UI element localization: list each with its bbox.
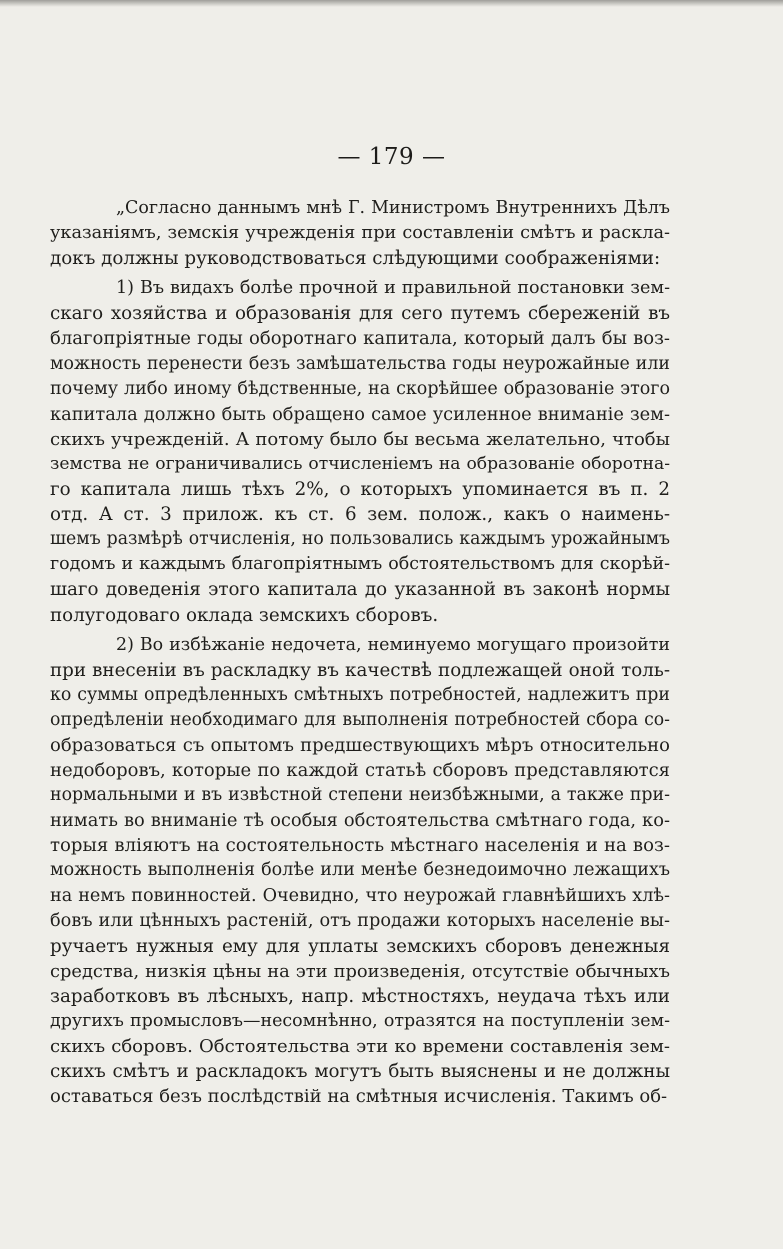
text-line: оставаться безъ послѣдствій на смѣтныя исчисленія. Такимъ об- — [50, 1086, 668, 1108]
text-line: нормальными и въ извѣстной степени неизбѣжными, а также при- — [50, 785, 670, 806]
text-line: ко суммы опредѣленныхъ смѣтныхъ потребностей, надлежитъ при — [50, 684, 670, 705]
page-top-edge — [0, 0, 783, 7]
text-line: скихъ учрежденій. А потому было бы весьма желательно, чтобы — [50, 428, 670, 450]
text-line: можность выполненія болѣе или менѣе безнедоимочно лежащихъ — [50, 860, 670, 881]
text-line: скаго хозяйства и образованія для сего путемъ сбереженій въ — [50, 303, 670, 325]
text-line: заработковъ въ лѣсныхъ, напр. мѣстностяхъ, неудача тѣхъ или — [50, 985, 670, 1007]
text-line: образоваться съ опытомъ предшествующихъ мѣръ относительно — [50, 734, 670, 756]
text-line: 1) Въ видахъ болѣе прочной и правильной постановки зем- — [116, 278, 670, 299]
text-line: годомъ и каждымъ благопріятнымъ обстоятельствомъ для скорѣй- — [50, 554, 670, 575]
text-line: 2) Во избѣжаніе недочета, неминуемо могущаго произойти — [116, 634, 670, 655]
text-line: почему либо иному бѣдственные, на скорѣйшее образованіе этого — [50, 378, 670, 399]
text-line: отд. А ст. 3 прилож. къ ст. 6 зем. полож., какъ о наимень- — [50, 504, 670, 526]
body-text — [50, 196, 670, 1109]
text-line: скихъ сборовъ. Обстоятельства эти ко времени составленія зем- — [50, 1036, 670, 1058]
paragraph-1 — [50, 196, 670, 271]
paragraph-2 — [50, 276, 670, 627]
text-line: капитала должно быть обращено самое усиленное вниманіе зем- — [50, 403, 670, 425]
text-line: благопріятные годы оборотнаго капитала, который далъ бы воз- — [50, 328, 670, 350]
text-line: шаго доведенія этого капитала до указанной въ законѣ нормы — [50, 579, 670, 601]
text-line: средства, низкія цѣны на эти произведенія, отсутствіе обычныхъ — [50, 960, 670, 982]
text-line: скихъ смѣтъ и раскладокъ могутъ быть выяснены и не должны — [50, 1061, 670, 1083]
text-line: торыя вліяютъ на состоятельность мѣстнаго населенія и на воз- — [50, 835, 670, 857]
text-line: го капитала лишь тѣхъ 2%, о которыхъ упоминается въ п. 2 — [50, 479, 670, 501]
text-line: другихъ промысловъ—несомнѣнно, отразятся на поступленіи зем- — [50, 1011, 670, 1031]
text-line: бовъ или цѣнныхъ растеній, отъ продажи которыхъ населеніе вы- — [50, 910, 670, 931]
text-line: ручаетъ нужныя ему для уплаты земскихъ сборовъ денежныя — [50, 935, 670, 957]
text-line: полугодоваго оклада земскихъ сборовъ. — [50, 604, 439, 626]
paragraph-3 — [50, 633, 670, 1110]
text-line: указаніямъ, земскія учрежденія при составленіи смѣтъ и раскла- — [50, 223, 670, 244]
text-line: нимать во вниманіе тѣ особыя обстоятельства смѣтнаго года, ко- — [50, 810, 670, 832]
text-line: „Согласно даннымъ мнѣ Г. Министромъ Внутреннихъ Дѣлъ — [116, 198, 670, 218]
text-line: на немъ повинностей. Очевидно, что неурожай главнѣйшихъ хлѣ- — [50, 885, 670, 906]
text-line: опредѣленіи необходимаго для выполненія потребностей сбора со- — [50, 709, 670, 730]
text-line: шемъ размѣрѣ отчисленія, но пользовались каждымъ урожайнымъ — [50, 529, 670, 550]
page-number: — 179 — — [337, 144, 446, 170]
text-line: при внесеніи въ раскладку въ качествѣ подлежащей оной толь- — [50, 659, 670, 681]
text-line: можность перенести безъ замѣшательства годы неурожайные или — [50, 353, 670, 374]
text-line: земства не ограничивались отчисленіемъ на образованіе оборотна- — [50, 453, 670, 474]
text-line: недоборовъ, которые по каждой статьѣ сборовъ представляются — [50, 760, 670, 782]
text-line: докъ должны руководствоваться слѣдующими соображеніями: — [50, 248, 661, 270]
